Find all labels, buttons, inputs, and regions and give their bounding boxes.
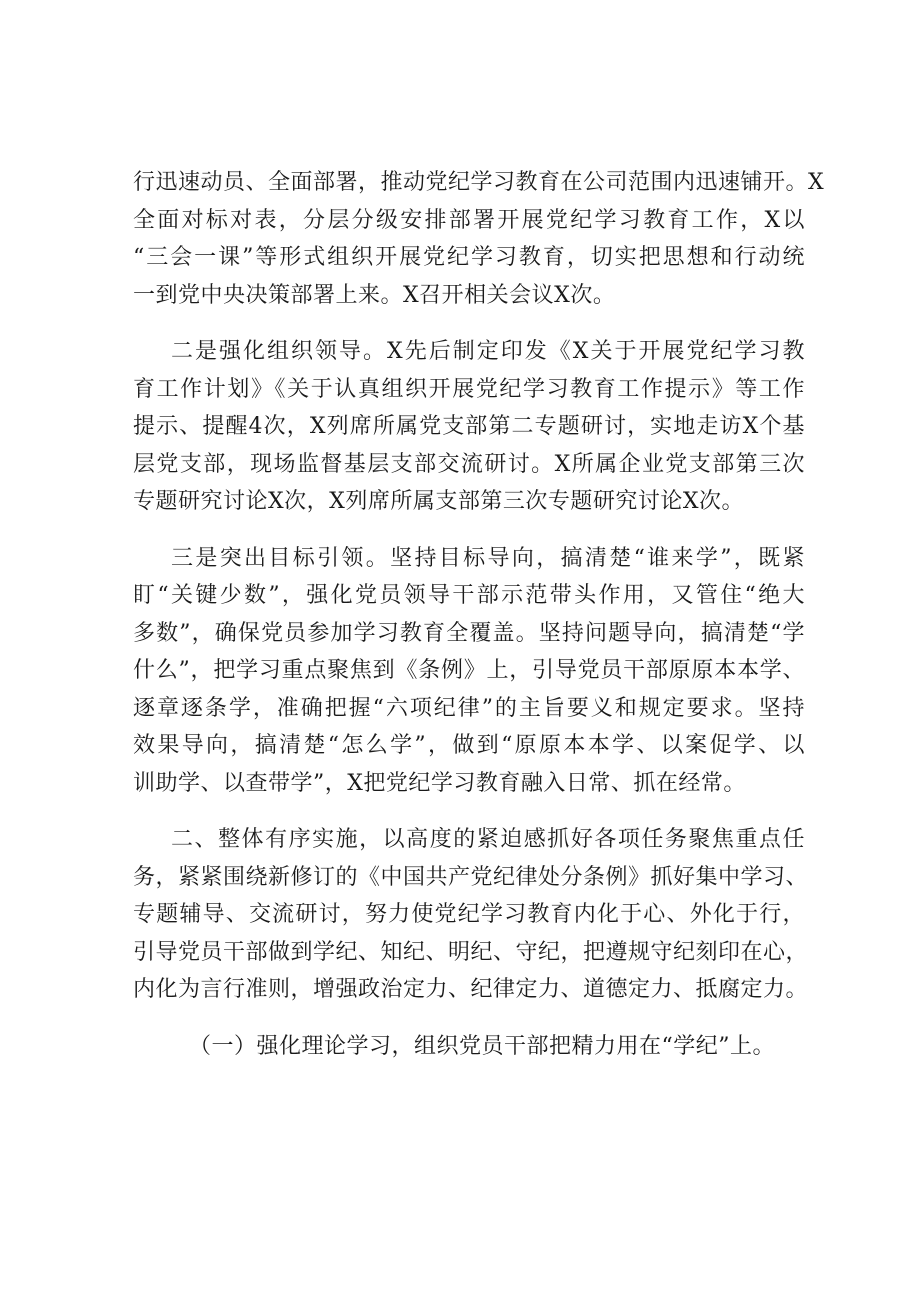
text-line: （一）强化理论学习，组织党员干部把精力用在“学纪”上。 — [189, 1033, 775, 1059]
paragraph-goal-guidance — [133, 540, 805, 803]
text-line: 层党支部，现场监督基层支部交流研讨。X所属企业党支部第三次 — [133, 451, 805, 477]
document-body — [133, 164, 825, 1084]
subheading-theory-study — [133, 1028, 805, 1066]
text-line: 二是强化组织领导。X先后制定印发《X关于开展党纪学习教 — [171, 339, 805, 364]
text-line: 多数”，确保党员参加学习教育全覆盖。坚持问题导向，搞清楚“学 — [133, 620, 805, 646]
text-line: 全面对标对表，分层分级安排部署开展党纪学习教育工作，X以 — [133, 207, 805, 233]
text-line: 提示、提醒4次，X列席所属党支部第二专题研讨，实地走访X个基 — [133, 414, 805, 439]
text-line: 三是突出目标引领。坚持目标导向，搞清楚“谁来学”，既紧 — [171, 545, 805, 571]
text-line: 效果导向，搞清楚“怎么学”，做到“原原本本学、以案促学、以 — [133, 733, 805, 758]
text-line: 盯“关键少数”，强化党员领导干部示范带头作用，又管住“绝大 — [133, 583, 805, 608]
text-line: 专题研究讨论X次，X列席所属支部第三次专题研究讨论X次。 — [133, 489, 744, 514]
text-line: 务，紧紧围绕新修订的《中国共产党纪律处分条例》抓好集中学习、 — [133, 864, 809, 890]
text-line: 引导党员干部做到学纪、知纪、明纪、守纪，把遵规守纪刻印在心， — [133, 939, 809, 965]
paragraph-mobilization — [133, 164, 825, 314]
text-line: 训助学、以查带学”，X把党纪学习教育融入日常、抓在经常。 — [133, 770, 746, 796]
text-line: 行迅速动员、全面部署，推动党纪学习教育在公司范围内迅速铺开。X — [133, 170, 825, 195]
paragraph-organization-leadership — [133, 333, 805, 521]
text-line: 专题辅导、交流研讨，努力使党纪学习教育内化于心、外化于行， — [133, 902, 805, 927]
text-line: “三会一课”等形式组织开展党纪学习教育，切实把思想和行动统 — [133, 245, 805, 270]
text-line: 育工作计划》《关于认真组织开展党纪学习教育工作提示》等工作 — [133, 376, 805, 402]
text-line: 什么”，把学习重点聚焦到《条例》上，引导党员干部原原本本学、 — [133, 658, 805, 683]
text-line: 二、整体有序实施，以高度的紧迫感抓好各项任务聚焦重点任 — [171, 827, 805, 852]
text-line: 逐章逐条学，准确把握“六项纪律”的主旨要义和规定要求。坚持 — [133, 695, 805, 721]
paragraph-section-two — [133, 821, 809, 1009]
text-line: 内化为言行准则，增强政治定力、纪律定力、道德定力、抵腐定力。 — [133, 977, 809, 1002]
text-line: 一到党中央决策部署上来。X召开相关会议X次。 — [133, 282, 616, 308]
